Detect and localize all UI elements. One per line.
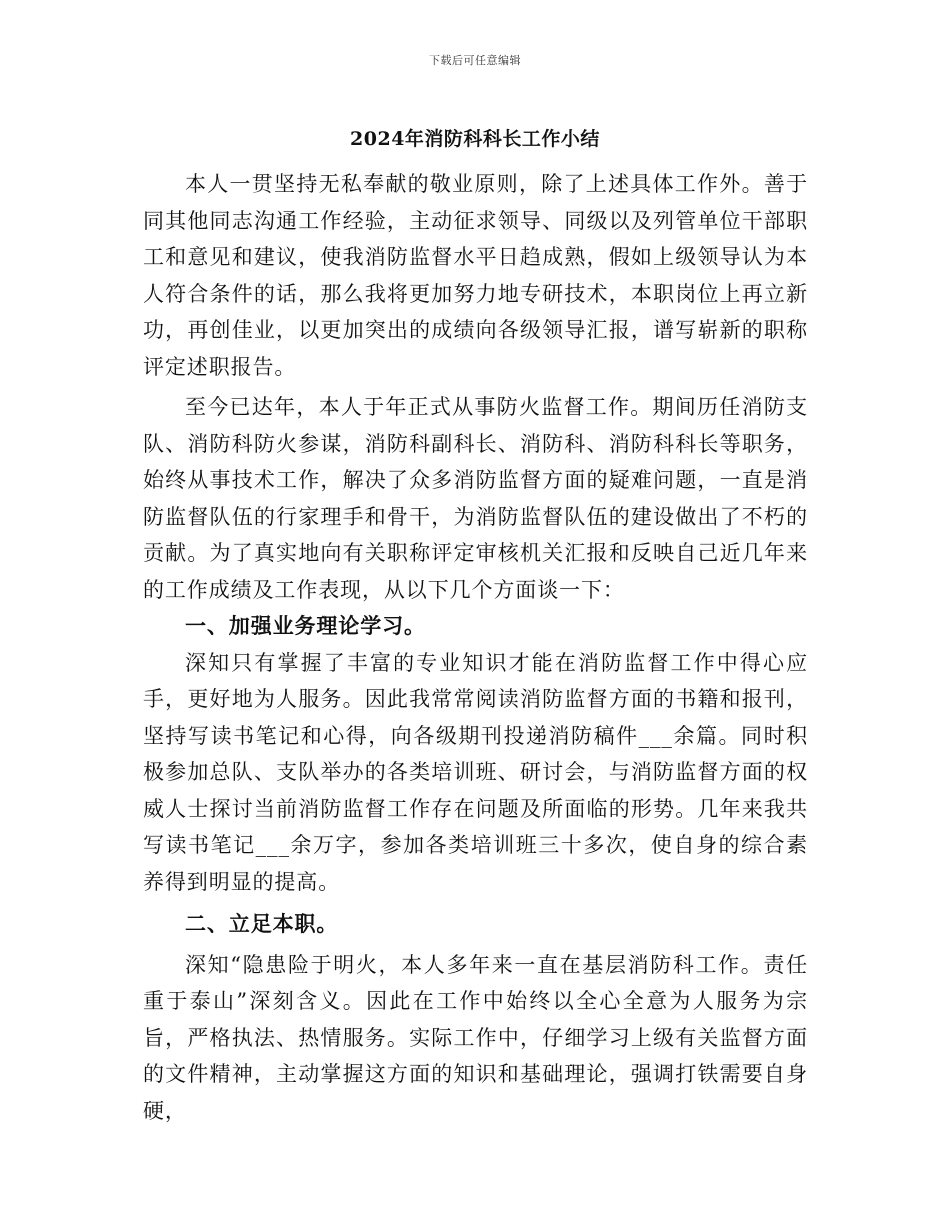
page-header-note: 下载后可任意编辑 [429, 54, 521, 67]
paragraph-career: 至今已达年，本人于年正式从事防火监督工作。期间历任消防支队、消防科防火参谋，消防科副科长、消防科、消防科科长等职务，始终从事技术工作，解决了众多消防监督方面的疑难问题，一直是消防监督队伍的行家理手和骨干，为消防监督队伍的建设做出了不朽的贡献。为了真实地向有关职称评定审核机关汇报和反映自己近几年来的工作成绩及工作表现，从以下几个方面谈一下： [143, 395, 808, 602]
section-heading-study: 一、加强业务理论学习。 [185, 613, 426, 638]
document-body [143, 166, 808, 1129]
document-title: 2024年消防科科长工作小结 [350, 128, 600, 150]
paragraph-intro: 本人一贯坚持无私奉献的敬业原则，除了上述具体工作外。善于同其他同志沟通工作经验，主动征求领导、同级以及列管单位干部职工和意见和建议，使我消防监督水平日趋成熟，假如上级领导认为本人符合条件的话，那么我将更加努力地专研技术，本职岗位上再立新功，再创佳业，以更加突出的成绩向各级领导汇报，谱写崭新的职称评定述职报告。 [143, 172, 808, 379]
paragraph-duty: 深知“隐患险于明火，本人多年来一直在基层消防科工作。责任重于泰山”深刻含义。因此在工作中始终以全心全意为人服务为宗旨，严格执法、热情服务。实际工作中，仔细学习上级有关监督方面的文件精神，主动掌握这方面的知识和基础理论，强调打铁需要自身硬， [143, 952, 808, 1123]
paragraph-study: 深知只有掌握了丰富的专业知识才能在消防监督工作中得心应手，更好地为人服务。因此我常常阅读消防监督方面的书籍和报刊，坚持写读书笔记和心得，向各级期刊投递消防稿件___余篇。同时积极参加总队、支队举办的各类培训班、研讨会，与消防监督方面的权威人士探讨当前消防监督工作存在问题及所面临的形势。几年来我共写读书笔记___余万字，参加各类培训班三十多次，使自身的综合素养得到明显的提高。 [143, 650, 808, 894]
section-heading-duty: 二、立足本职。 [185, 911, 339, 936]
